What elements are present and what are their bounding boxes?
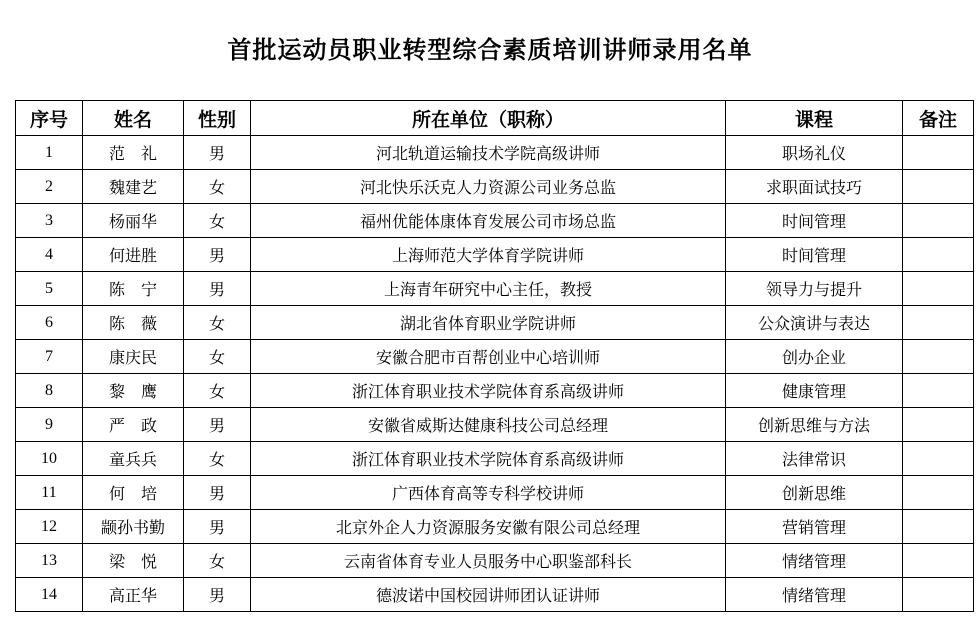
- cell-name: 严 政: [83, 408, 184, 442]
- cell-course: 时间管理: [726, 204, 903, 238]
- cell-name: 陈 薇: [83, 306, 184, 340]
- table-row: [16, 374, 974, 408]
- cell-note: [903, 170, 974, 204]
- table-row: [16, 544, 974, 578]
- header-unit: 所在单位（职称）: [251, 101, 726, 136]
- cell-no: 2: [16, 170, 83, 204]
- cell-gender: 女: [184, 306, 251, 340]
- cell-name: 康庆民: [83, 340, 184, 374]
- header-course: 课程: [726, 101, 903, 136]
- cell-name: 高正华: [83, 578, 184, 612]
- cell-no: 10: [16, 442, 83, 476]
- cell-name: 童兵兵: [83, 442, 184, 476]
- table-row: [16, 306, 974, 340]
- cell-name: 魏建艺: [83, 170, 184, 204]
- cell-note: [903, 136, 974, 170]
- table-row: [16, 238, 974, 272]
- cell-course: 领导力与提升: [726, 272, 903, 306]
- table-row: [16, 170, 974, 204]
- cell-note: [903, 408, 974, 442]
- cell-gender: 男: [184, 578, 251, 612]
- cell-gender: 女: [184, 374, 251, 408]
- table-row: [16, 510, 974, 544]
- cell-course: 求职面试技巧: [726, 170, 903, 204]
- cell-name: 范 礼: [83, 136, 184, 170]
- cell-note: [903, 204, 974, 238]
- cell-course: 营销管理: [726, 510, 903, 544]
- cell-name: 何 培: [83, 476, 184, 510]
- table-header-row: [16, 101, 974, 136]
- cell-course: 创新思维: [726, 476, 903, 510]
- cell-unit: 上海师范大学体育学院讲师: [251, 238, 726, 272]
- cell-note: [903, 510, 974, 544]
- cell-gender: 女: [184, 442, 251, 476]
- cell-course: 情绪管理: [726, 544, 903, 578]
- table-row: [16, 272, 974, 306]
- cell-unit: 安徽省威斯达健康科技公司总经理: [251, 408, 726, 442]
- cell-course: 公众演讲与表达: [726, 306, 903, 340]
- cell-no: 3: [16, 204, 83, 238]
- table-row: [16, 442, 974, 476]
- cell-course: 创办企业: [726, 340, 903, 374]
- cell-gender: 男: [184, 476, 251, 510]
- cell-course: 职场礼仪: [726, 136, 903, 170]
- cell-name: 何进胜: [83, 238, 184, 272]
- cell-gender: 男: [184, 510, 251, 544]
- cell-gender: 女: [184, 170, 251, 204]
- cell-unit: 福州优能体康体育发展公司市场总监: [251, 204, 726, 238]
- cell-course: 创新思维与方法: [726, 408, 903, 442]
- cell-gender: 女: [184, 204, 251, 238]
- cell-gender: 男: [184, 408, 251, 442]
- cell-no: 11: [16, 476, 83, 510]
- cell-name: 黎 鹰: [83, 374, 184, 408]
- cell-note: [903, 272, 974, 306]
- table-row: [16, 578, 974, 612]
- cell-note: [903, 578, 974, 612]
- table-row: [16, 340, 974, 374]
- cell-no: 4: [16, 238, 83, 272]
- cell-no: 8: [16, 374, 83, 408]
- cell-no: 9: [16, 408, 83, 442]
- cell-unit: 德波诺中国校园讲师团认证讲师: [251, 578, 726, 612]
- cell-name: 梁 悦: [83, 544, 184, 578]
- cell-course: 情绪管理: [726, 578, 903, 612]
- table-row: [16, 476, 974, 510]
- cell-course: 健康管理: [726, 374, 903, 408]
- cell-no: 5: [16, 272, 83, 306]
- cell-unit: 湖北省体育职业学院讲师: [251, 306, 726, 340]
- cell-gender: 女: [184, 340, 251, 374]
- cell-name: 陈 宁: [83, 272, 184, 306]
- cell-note: [903, 306, 974, 340]
- cell-note: [903, 544, 974, 578]
- table-row: [16, 408, 974, 442]
- table-row: [16, 136, 974, 170]
- cell-gender: 男: [184, 272, 251, 306]
- cell-note: [903, 476, 974, 510]
- cell-course: 法律常识: [726, 442, 903, 476]
- header-gender: 性别: [184, 101, 251, 136]
- cell-unit: 河北轨道运输技术学院高级讲师: [251, 136, 726, 170]
- cell-note: [903, 442, 974, 476]
- table-row: [16, 204, 974, 238]
- cell-no: 7: [16, 340, 83, 374]
- cell-no: 6: [16, 306, 83, 340]
- cell-unit: 安徽合肥市百帮创业中心培训师: [251, 340, 726, 374]
- cell-gender: 男: [184, 238, 251, 272]
- cell-unit: 浙江体育职业技术学院体育系高级讲师: [251, 374, 726, 408]
- cell-note: [903, 238, 974, 272]
- cell-name: 颛孙书勤: [83, 510, 184, 544]
- cell-no: 13: [16, 544, 83, 578]
- cell-no: 14: [16, 578, 83, 612]
- cell-unit: 浙江体育职业技术学院体育系高级讲师: [251, 442, 726, 476]
- cell-unit: 云南省体育专业人员服务中心职鉴部科长: [251, 544, 726, 578]
- page-title: 首批运动员职业转型综合素质培训讲师录用名单: [227, 36, 753, 64]
- cell-name: 杨丽华: [83, 204, 184, 238]
- cell-unit: 河北快乐沃克人力资源公司业务总监: [251, 170, 726, 204]
- header-note: 备注: [903, 101, 974, 136]
- header-no: 序号: [16, 101, 83, 136]
- cell-no: 12: [16, 510, 83, 544]
- cell-gender: 女: [184, 544, 251, 578]
- cell-course: 时间管理: [726, 238, 903, 272]
- cell-unit: 上海青年研究中心主任，教授: [251, 272, 726, 306]
- header-name: 姓名: [83, 101, 184, 136]
- cell-unit: 广西体育高等专科学校讲师: [251, 476, 726, 510]
- cell-note: [903, 340, 974, 374]
- cell-no: 1: [16, 136, 83, 170]
- cell-unit: 北京外企人力资源服务安徽有限公司总经理: [251, 510, 726, 544]
- lecturer-table: [15, 100, 974, 612]
- cell-note: [903, 374, 974, 408]
- cell-gender: 男: [184, 136, 251, 170]
